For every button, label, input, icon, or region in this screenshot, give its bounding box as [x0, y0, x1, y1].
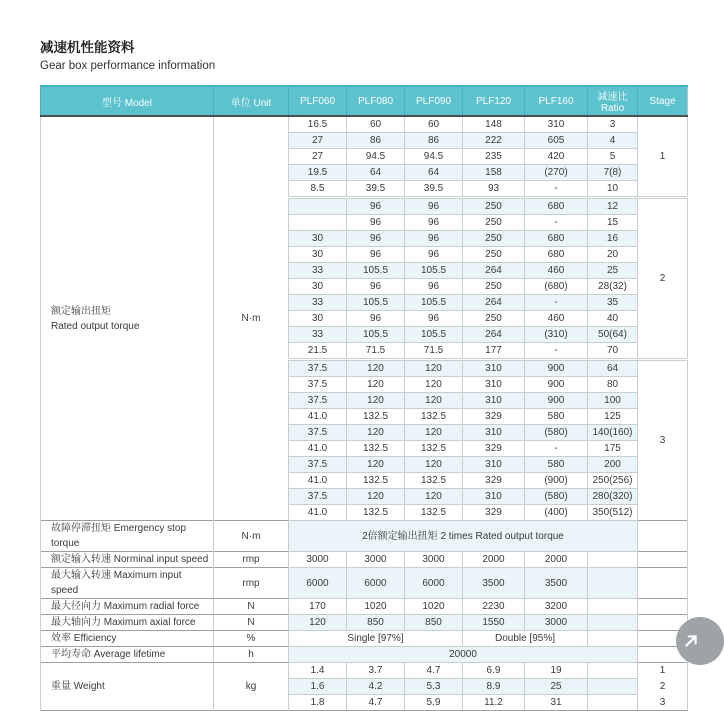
value-cell: 39.5: [347, 181, 405, 198]
value-cell: 37.5: [289, 457, 347, 473]
value-cell: 310: [463, 393, 525, 409]
value-cell: 310: [525, 116, 588, 133]
scroll-top-button[interactable]: [676, 617, 724, 665]
value-cell: 850: [347, 615, 405, 631]
unit-cell: N: [214, 599, 289, 615]
value-cell: 132.5: [347, 409, 405, 425]
ratio-cell: [588, 679, 638, 695]
value-cell: 37.5: [289, 393, 347, 409]
value-cell: 105.5: [347, 327, 405, 343]
value-cell: 71.5: [347, 343, 405, 360]
unit-cell: N·m: [214, 521, 289, 552]
value-cell: 30: [289, 279, 347, 295]
span-value-cell: 2倍额定输出扭矩 2 times Rated output torque: [289, 521, 638, 552]
value-cell: (310): [525, 327, 588, 343]
torque-label-cell: [41, 116, 214, 521]
value-cell: 94.5: [347, 149, 405, 165]
value-cell: 2000: [525, 552, 588, 568]
value-cell: 680: [525, 247, 588, 263]
value-cell: 64: [347, 165, 405, 181]
performance-table: [40, 85, 688, 711]
value-cell: 5.9: [405, 695, 463, 711]
value-cell: 120: [347, 457, 405, 473]
value-cell: 680: [525, 231, 588, 247]
span-value-cell: 20000: [289, 647, 638, 663]
value-cell: 3000: [405, 552, 463, 568]
value-cell: 148: [463, 116, 525, 133]
value-cell: 2000: [463, 552, 525, 568]
value-cell: 250: [463, 247, 525, 263]
value-cell: 4.7: [405, 663, 463, 679]
value-cell: 96: [347, 198, 405, 215]
spec-label-cell: 平均寿命 Average lifetime: [41, 647, 214, 663]
value-cell: 580: [525, 457, 588, 473]
value-cell: 1020: [405, 599, 463, 615]
stage-cell: [638, 568, 688, 599]
value-cell: 132.5: [405, 409, 463, 425]
value-cell: 605: [525, 133, 588, 149]
column-header: Stage: [638, 86, 688, 116]
value-cell: 4.7: [347, 695, 405, 711]
value-cell: 39.5: [405, 181, 463, 198]
stage-cell: [638, 599, 688, 615]
spec-label-cell: 最大径向力 Maximum radial force: [41, 599, 214, 615]
value-cell: -: [525, 343, 588, 360]
span-value-cell: Double [95%]: [463, 631, 588, 647]
value-cell: 105.5: [405, 263, 463, 279]
value-cell: 310: [463, 377, 525, 393]
ratio-cell: 5: [588, 149, 638, 165]
value-cell: 250: [463, 215, 525, 231]
table-body: [41, 116, 688, 711]
unit-cell: h: [214, 647, 289, 663]
ratio-cell: [588, 599, 638, 615]
table-row: [41, 663, 688, 679]
value-cell: 1550: [463, 615, 525, 631]
stage-cell: [638, 521, 688, 552]
value-cell: 329: [463, 409, 525, 425]
value-cell: 177: [463, 343, 525, 360]
value-cell: 264: [463, 327, 525, 343]
value-cell: 120: [347, 377, 405, 393]
ratio-cell: 35: [588, 295, 638, 311]
value-cell: 96: [347, 247, 405, 263]
value-cell: 5.3: [405, 679, 463, 695]
value-cell: 120: [405, 489, 463, 505]
value-cell: 264: [463, 295, 525, 311]
value-cell: 96: [405, 215, 463, 231]
ratio-cell: 250(256): [588, 473, 638, 489]
ratio-cell: 100: [588, 393, 638, 409]
value-cell: 8.5: [289, 181, 347, 198]
value-cell: 33: [289, 327, 347, 343]
value-cell: -: [525, 295, 588, 311]
ratio-cell: 10: [588, 181, 638, 198]
table-row: [41, 599, 688, 615]
value-cell: -: [525, 181, 588, 198]
ratio-cell: 80: [588, 377, 638, 393]
value-cell: 158: [463, 165, 525, 181]
table-row: [41, 521, 688, 552]
value-cell: (580): [525, 489, 588, 505]
value-cell: 1.8: [289, 695, 347, 711]
value-cell: 105.5: [347, 263, 405, 279]
value-cell: 41.0: [289, 473, 347, 489]
value-cell: 37.5: [289, 360, 347, 377]
value-cell: 11.2: [463, 695, 525, 711]
stage-cell: 2: [638, 679, 688, 695]
value-cell: 310: [463, 489, 525, 505]
value-cell: 120: [347, 489, 405, 505]
ratio-cell: 16: [588, 231, 638, 247]
unit-cell: rmp: [214, 568, 289, 599]
value-cell: 250: [463, 311, 525, 327]
value-cell: 105.5: [347, 295, 405, 311]
value-cell: 900: [525, 393, 588, 409]
value-cell: 86: [347, 133, 405, 149]
value-cell: 120: [347, 425, 405, 441]
value-cell: (580): [525, 425, 588, 441]
value-cell: 96: [405, 247, 463, 263]
ratio-cell: 280(320): [588, 489, 638, 505]
table-row: [41, 552, 688, 568]
table-row: [41, 647, 688, 663]
value-cell: 86: [405, 133, 463, 149]
ratio-cell: 3: [588, 116, 638, 133]
value-cell: 105.5: [405, 295, 463, 311]
span-value-cell: Single [97%]: [289, 631, 463, 647]
ratio-cell: 70: [588, 343, 638, 360]
value-cell: 329: [463, 505, 525, 521]
value-cell: [289, 215, 347, 231]
ratio-cell: 28(32): [588, 279, 638, 295]
value-cell: 60: [405, 116, 463, 133]
value-cell: 96: [405, 279, 463, 295]
value-cell: [588, 631, 638, 647]
value-cell: 250: [463, 198, 525, 215]
value-cell: 27: [289, 149, 347, 165]
unit-cell: kg: [214, 663, 289, 711]
value-cell: 1020: [347, 599, 405, 615]
value-cell: 250: [463, 231, 525, 247]
ratio-cell: 350(512): [588, 505, 638, 521]
arrow-up-right-icon: [680, 630, 720, 652]
column-header: 单位 Unit: [214, 86, 289, 116]
column-header: 型号 Model: [41, 86, 214, 116]
value-cell: 235: [463, 149, 525, 165]
value-cell: 132.5: [405, 441, 463, 457]
stage-cell: 3: [638, 695, 688, 711]
value-cell: 33: [289, 295, 347, 311]
value-cell: 120: [405, 425, 463, 441]
value-cell: 37.5: [289, 377, 347, 393]
page-subtitle: Gear box performance information: [40, 60, 216, 72]
ratio-cell: 200: [588, 457, 638, 473]
value-cell: 132.5: [405, 473, 463, 489]
value-cell: 1.6: [289, 679, 347, 695]
value-cell: 250: [463, 279, 525, 295]
value-cell: (680): [525, 279, 588, 295]
value-cell: 120: [405, 377, 463, 393]
ratio-cell: 12: [588, 198, 638, 215]
value-cell: 96: [347, 215, 405, 231]
value-cell: 96: [347, 279, 405, 295]
ratio-cell: 175: [588, 441, 638, 457]
value-cell: 3000: [525, 615, 588, 631]
torque-label-en: Rated output torque: [51, 320, 140, 332]
spec-label-cell: 故障停滞扭矩 Emergency stop torque: [41, 521, 214, 552]
ratio-cell: 7(8): [588, 165, 638, 181]
unit-cell: %: [214, 631, 289, 647]
value-cell: 120: [289, 615, 347, 631]
ratio-cell: [588, 615, 638, 631]
value-cell: 3000: [289, 552, 347, 568]
value-cell: 71.5: [405, 343, 463, 360]
value-cell: 41.0: [289, 505, 347, 521]
value-cell: (900): [525, 473, 588, 489]
ratio-cell: 50(64): [588, 327, 638, 343]
table-row: [41, 615, 688, 631]
value-cell: 460: [525, 311, 588, 327]
value-cell: 6000: [347, 568, 405, 599]
value-cell: 96: [347, 311, 405, 327]
value-cell: 37.5: [289, 489, 347, 505]
unit-cell: N: [214, 615, 289, 631]
value-cell: 30: [289, 311, 347, 327]
value-cell: 31: [525, 695, 588, 711]
column-header: PLF160: [525, 86, 588, 116]
column-header: 减速比 Ratio: [588, 86, 638, 116]
page-title: 减速机性能资料: [40, 40, 135, 55]
value-cell: 41.0: [289, 409, 347, 425]
ratio-cell: 15: [588, 215, 638, 231]
value-cell: 850: [405, 615, 463, 631]
value-cell: 120: [347, 360, 405, 377]
spec-label-cell: 效率 Efficiency: [41, 631, 214, 647]
spec-label-cell: 最大输入转速 Maximum input speed: [41, 568, 214, 599]
table-row: [41, 568, 688, 599]
value-cell: 132.5: [405, 505, 463, 521]
value-cell: -: [525, 441, 588, 457]
value-cell: 264: [463, 263, 525, 279]
value-cell: 6000: [405, 568, 463, 599]
ratio-cell: 25: [588, 263, 638, 279]
value-cell: 132.5: [347, 441, 405, 457]
value-cell: 170: [289, 599, 347, 615]
stage-cell: 1: [638, 663, 688, 679]
value-cell: 21.5: [289, 343, 347, 360]
value-cell: 4.2: [347, 679, 405, 695]
value-cell: 120: [405, 360, 463, 377]
ratio-cell: 40: [588, 311, 638, 327]
ratio-cell: [588, 568, 638, 599]
table-row: [41, 631, 688, 647]
value-cell: [289, 198, 347, 215]
value-cell: (270): [525, 165, 588, 181]
value-cell: 96: [405, 231, 463, 247]
value-cell: 3500: [525, 568, 588, 599]
value-cell: 460: [525, 263, 588, 279]
value-cell: 1.4: [289, 663, 347, 679]
unit-cell: N·m: [214, 116, 289, 521]
value-cell: 93: [463, 181, 525, 198]
stage-cell: [638, 552, 688, 568]
ratio-cell: [588, 552, 638, 568]
value-cell: 19: [525, 663, 588, 679]
value-cell: 222: [463, 133, 525, 149]
value-cell: 580: [525, 409, 588, 425]
value-cell: 3.7: [347, 663, 405, 679]
value-cell: 33: [289, 263, 347, 279]
value-cell: 6000: [289, 568, 347, 599]
unit-cell: rmp: [214, 552, 289, 568]
value-cell: 16.5: [289, 116, 347, 133]
value-cell: 420: [525, 149, 588, 165]
value-cell: 310: [463, 360, 525, 377]
value-cell: 41.0: [289, 441, 347, 457]
column-header: PLF080: [347, 86, 405, 116]
ratio-cell: 20: [588, 247, 638, 263]
value-cell: 105.5: [405, 327, 463, 343]
value-cell: 19.5: [289, 165, 347, 181]
value-cell: 3500: [463, 568, 525, 599]
value-cell: 30: [289, 231, 347, 247]
value-cell: 310: [463, 457, 525, 473]
value-cell: (400): [525, 505, 588, 521]
value-cell: 120: [405, 457, 463, 473]
ratio-cell: 4: [588, 133, 638, 149]
value-cell: 3000: [347, 552, 405, 568]
value-cell: 132.5: [347, 505, 405, 521]
value-cell: 96: [347, 231, 405, 247]
column-header: PLF060: [289, 86, 347, 116]
value-cell: 680: [525, 198, 588, 215]
torque-label-zh: 额定输出扭矩: [51, 305, 111, 317]
ratio-cell: 64: [588, 360, 638, 377]
stage-cell: 1: [638, 116, 688, 198]
weight-label-cell: 重量 Weight: [41, 663, 214, 711]
value-cell: 96: [405, 311, 463, 327]
value-cell: 132.5: [347, 473, 405, 489]
value-cell: 27: [289, 133, 347, 149]
stage-cell: 2: [638, 198, 688, 360]
value-cell: 310: [463, 425, 525, 441]
column-header: PLF090: [405, 86, 463, 116]
table-row: [41, 116, 688, 133]
value-cell: 329: [463, 473, 525, 489]
ratio-cell: 125: [588, 409, 638, 425]
value-cell: 8.9: [463, 679, 525, 695]
stage-cell: 3: [638, 360, 688, 521]
value-cell: 60: [347, 116, 405, 133]
column-header: PLF120: [463, 86, 525, 116]
value-cell: 64: [405, 165, 463, 181]
spec-label-cell: 额定输入转速 Norminal input speed: [41, 552, 214, 568]
ratio-cell: 140(160): [588, 425, 638, 441]
value-cell: 900: [525, 360, 588, 377]
value-cell: 120: [405, 393, 463, 409]
value-cell: 329: [463, 441, 525, 457]
table-header-row: [41, 86, 688, 116]
ratio-cell: [588, 663, 638, 679]
ratio-cell: [588, 695, 638, 711]
value-cell: 2230: [463, 599, 525, 615]
value-cell: 6.9: [463, 663, 525, 679]
value-cell: 120: [347, 393, 405, 409]
value-cell: 94.5: [405, 149, 463, 165]
value-cell: 25: [525, 679, 588, 695]
value-cell: 30: [289, 247, 347, 263]
spec-label-cell: 最大轴向力 Maximum axial force: [41, 615, 214, 631]
value-cell: -: [525, 215, 588, 231]
value-cell: 900: [525, 377, 588, 393]
value-cell: 96: [405, 198, 463, 215]
value-cell: 3200: [525, 599, 588, 615]
value-cell: 37.5: [289, 425, 347, 441]
